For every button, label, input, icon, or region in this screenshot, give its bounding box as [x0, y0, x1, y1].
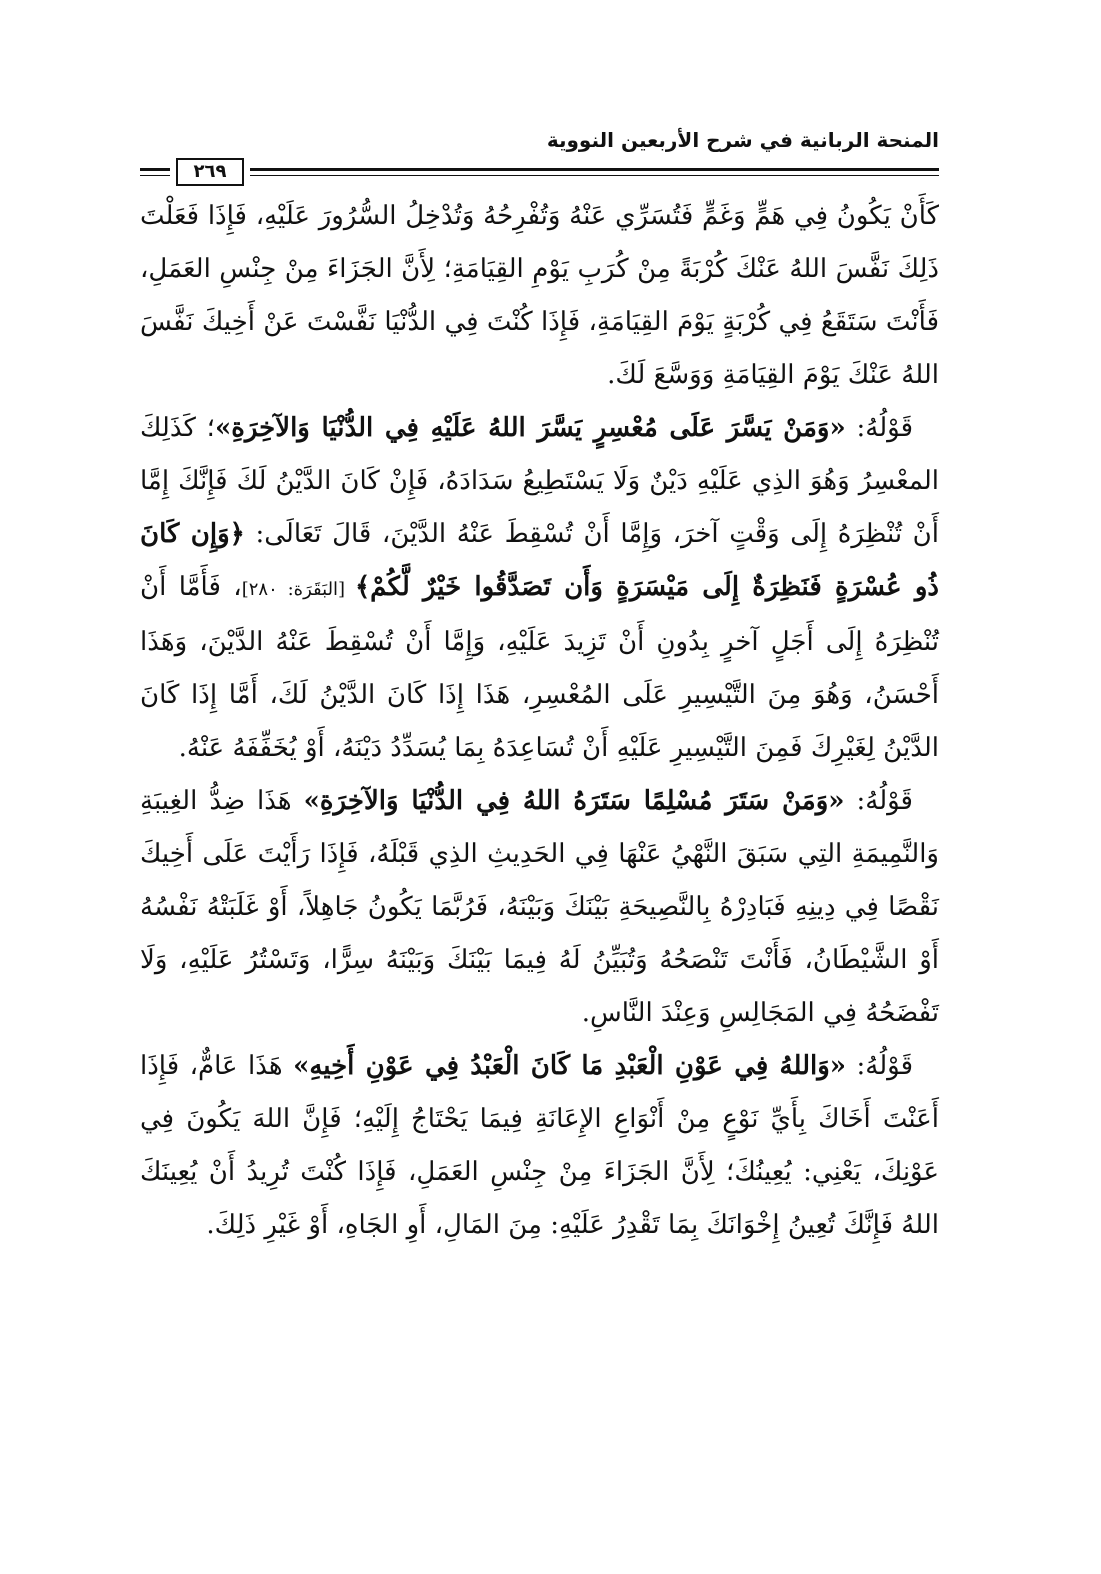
paragraph-2 — [140, 402, 939, 775]
page-body — [140, 190, 939, 1252]
quran-verse: ﴿وَإِن كَانَ ذُو عُسْرَةٍ فَنَظِرَةٌ إِلَى مَيْسَرَةٍ وَأَن تَصَدَّقُوا خَيْرٌ لَّكُمْ﴾ — [140, 519, 940, 602]
paragraph-2-text: ؛ كَذَلِكَ المعْسِرُ وَهُوَ الذِي عَلَيْهِ دَيْنٌ وَلَا يَسْتَطِيعُ سَدَادَهُ، فَإِنْ كَانَ الدَّيْنُ لَكَ فَإِنَّكَ إِمَّا أَنْ تُنْظِرَهُ إِلَى وَقْتٍ آخرَ، وَإِمَّا أَنْ تُسْقِطَ عَنْهُ الدَّيْنَ، قَالَ تَعَالَى: — [140, 413, 939, 549]
hadith-quote-4: «وَاللهُ فِي عَوْنِ الْعَبْدِ مَا كَانَ الْعَبْدُ فِي عَوْنِ أَخِيهِ» — [293, 1051, 847, 1081]
paragraph-3 — [140, 775, 939, 1040]
header-rule-thin — [250, 175, 939, 176]
header-rule-stub-thin — [140, 175, 170, 176]
header-rule-thick — [250, 168, 939, 171]
paragraph-3-intro: قَوْلُهُ: — [844, 786, 913, 816]
paragraph-2-intro: قَوْلُهُ: — [845, 413, 914, 443]
page-number: ٢٦٩ — [176, 158, 244, 186]
verse-reference: [البَقَرَة: ٢٨٠] — [241, 579, 355, 600]
paragraph-1: كَأَنْ يَكُونُ فِي هَمٍّ وَغَمٍّ فَتُسَرِّي عَنْهُ وَتُفْرِحُهُ وَتُدْخِلُ السُّرُورَ عَلَيْهِ، فَإِذَا فَعَلْتَ ذَلِكَ نَفَّسَ اللهُ عَنْكَ كُرْبَةً مِنْ كُرَبِ يَوْمِ القِيَامَةِ؛ لِأَنَّ الجَزَاءَ مِنْ جِنْسِ العَمَلِ، فَأَنْتَ سَتَقَعُ فِي كُرْبَةٍ يَوْمَ القِيَامَةِ، فَإِذَا كُنْتَ فِي الدُّنْيَا نَفَّسْتَ عَنْ أَخِيكَ نَفَّسَ اللهُ عَنْكَ يَوْمَ القِيَامَةِ وَوَسَّعَ لَكَ. — [140, 201, 940, 390]
paragraph-4 — [140, 1040, 939, 1252]
book-title: المنحة الربانية في شرح الأربعين النووية — [546, 128, 939, 152]
paragraph-3-text: هَذَا ضِدُّ الغِيبَةِ وَالنَّمِيمَةِ التِي سَبَقَ النَّهْيُ عَنْهَا فِي الحَدِيثِ الذِي قَبْلَهُ، فَإِذَا رَأَيْتَ عَلَى أَخِيكَ نَقْصًا فِي دِينِهِ فَبَادِرْهُ بِالنَّصِيحَةِ بَيْنَكَ وَبَيْنَهُ، فَرُبَّمَا يَكُونُ جَاهِلاً، أَوْ غَلَبَتْهُ نَفْسُهُ أَوْ الشَّيْطَانُ، فَأَنْتَ تَنْصَحُهُ وَتُبَيِّنُ لَهُ فِيمَا بَيْنَكَ وَبَيْنَهُ سِرًّا، وَتَسْتُرُ عَلَيْهِ، وَلَا تَفْضَحُهُ فِي المَجَالِسِ وَعِنْدَ النَّاسِ. — [140, 786, 939, 1028]
header-rule-stub — [140, 168, 170, 171]
hadith-quote-2: «وَمَنْ يَسَّرَ عَلَى مُعْسِرٍ يَسَّرَ اللهُ عَلَيْهِ فِي الدُّنْيَا وَالآخِرَةِ» — [214, 413, 846, 443]
hadith-quote-3: «وَمَنْ سَتَرَ مُسْلِمًا سَتَرَهُ اللهُ فِي الدُّنْيَا وَالآخِرَةِ» — [303, 786, 845, 816]
paragraph-4-text: هَذَا عَامٌّ، فَإِذَا أَعَنْتَ أَخَاكَ بِأَيِّ نَوْعٍ مِنْ أَنْوَاعِ الإِعَانَةِ فِيمَا يَحْتَاجُ إِلَيْهِ؛ فَإِنَّ اللهَ يَكُونَ فِي عَوْنِكَ، يَعْنِي: يُعِينُكَ؛ لِأَنَّ الجَزَاءَ مِنْ جِنْسِ العَمَلِ، فَإِذَا كُنْتَ تُرِيدُ أَنْ يُعِينَكَ اللهُ فَإِنَّكَ تُعِينُ إِخْوَانَكَ بِمَا تَقْدِرُ عَلَيْهِ: مِنَ المَالِ، أَوِ الجَاهِ، أَوْ غَيْرِ ذَلِكَ. — [140, 1051, 939, 1240]
page-header — [140, 122, 939, 182]
paragraph-4-intro: قَوْلُهُ: — [846, 1051, 913, 1081]
paragraph-2-text-2: ، فَأَمَّا أَنْ تُنْظِرَهُ إِلَى أَجَلٍ آخرٍ بِدُونِ أَنْ تَزِيدَ عَلَيْهِ، وَإِمَّا أَنْ تُسْقِطَ عَنْهُ الدَّيْنَ، وَهَذَا أَحْسَنُ، وَهُوَ مِنَ التَّيْسِيرِ عَلَى المُعْسِرِ، هَذَا إِذَا كَانَ الدَّيْنُ لَكَ، أَمَّا إِذَا كَانَ الدَّيْنُ لِغَيْرِكَ فَمِنَ التَّيْسِيرِ عَلَيْهِ أَنْ تُسَاعِدَهُ بِمَا يُسَدِّدُ دَيْنَهُ، أَوْ يُخَفِّفَهُ عَنْهُ. — [140, 572, 940, 763]
